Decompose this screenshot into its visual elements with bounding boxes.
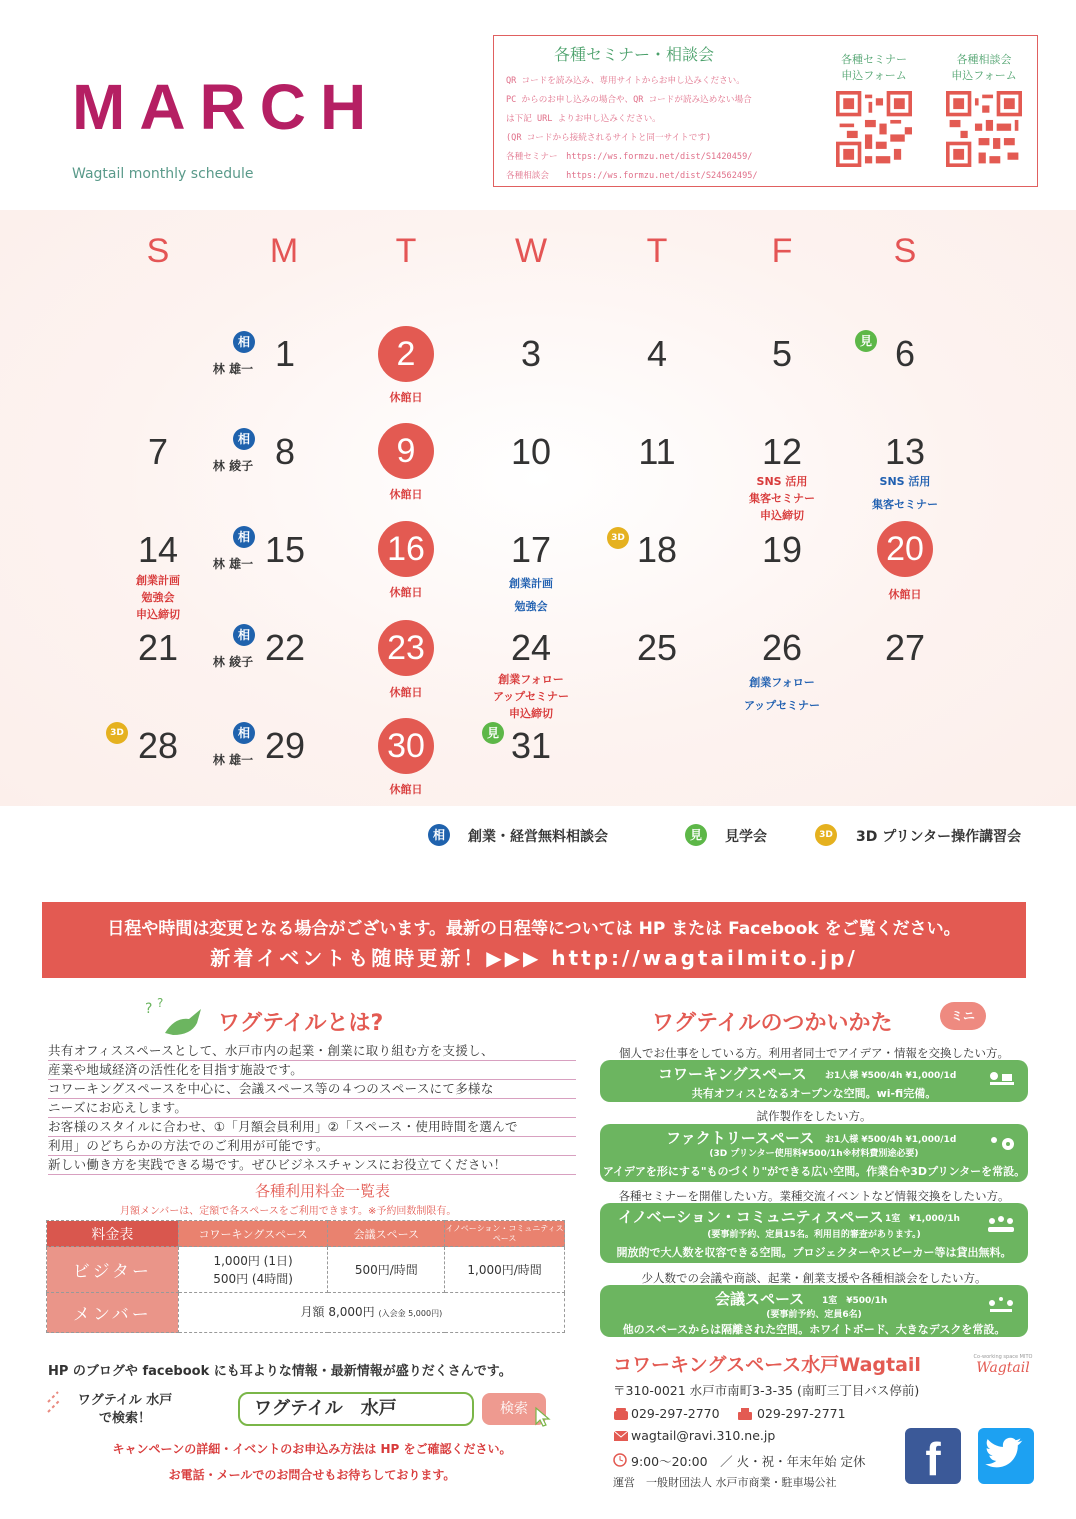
usage-price: 1室 ¥1,000/1h	[885, 1214, 960, 1224]
usage-desc: アイデアを形にする"ものづくり"ができる広い空間。作業台や3Dプリンターを常設。	[602, 1165, 1026, 1178]
operator: 運営 一般財団法人 水戸市商業・駐車場公社	[613, 1476, 837, 1489]
weekday-mon: M	[269, 232, 299, 270]
closed-label: 休館日	[888, 588, 922, 601]
legend-tour: 見学会	[725, 829, 767, 845]
contact-note: お電話・メールでのお問合せもお待ちしております。	[168, 1468, 456, 1482]
calendar-day[interactable]: 8	[274, 431, 296, 472]
calendar-day[interactable]: 22	[264, 627, 306, 668]
people-icon	[986, 1213, 1016, 1235]
bird-icon	[145, 995, 205, 1039]
usage-name: イノベーション・コミュニティスペース	[618, 1208, 884, 1226]
calendar-day[interactable]: 29	[264, 725, 306, 766]
weekday-fri: F	[771, 232, 793, 270]
about-title: ワグテイルとは?	[218, 1011, 384, 1036]
seminar-text: PC からのお申し込みの場合や、QR コードが読み込めない場合	[506, 95, 752, 105]
calendar-day[interactable]: 14	[137, 529, 179, 570]
pricing-title: 各種利用料金一覧表	[255, 1182, 391, 1200]
event-sns-seminar-deadline: SNS 活用 集客セミナー 申込締切	[749, 475, 815, 522]
search-button[interactable]: 検索	[482, 1393, 546, 1425]
twitter-icon[interactable]	[978, 1428, 1034, 1484]
consultant-name: 林 雄一	[212, 753, 254, 767]
facebook-icon[interactable]: f	[905, 1428, 961, 1484]
wagtail-logo: Co-working space MITO Wagtail	[973, 1354, 1033, 1376]
pricing-row-member: メンバー	[47, 1293, 179, 1333]
pricing-header: 会議スペース	[328, 1221, 445, 1247]
consultation-badge-icon: 相	[233, 722, 255, 744]
3d-printer-badge-icon: 3D	[815, 824, 837, 846]
weekday-sun: S	[146, 232, 170, 270]
usage-sub: (3D プリンター使用料¥500/1h※材料費別途必要)	[709, 1149, 919, 1159]
seminar-box	[493, 35, 1038, 187]
svg-text:?: ?	[145, 1001, 153, 1017]
calendar-day[interactable]: 15	[264, 529, 306, 570]
calendar-day[interactable]: 25	[636, 627, 678, 668]
seminar-text: (QR コードから接続されるサイトと同一サイトです)	[506, 133, 712, 143]
calendar-day[interactable]: 3	[520, 333, 542, 374]
usage-factory	[600, 1124, 1028, 1182]
weekday-sat: S	[893, 232, 917, 270]
banner-notice: 日程や時間は変更となる場合がございます。最新の日程等については HP または Facebook をご覧ください。	[107, 919, 961, 939]
phone-number[interactable]: 029-297-2770	[631, 1406, 720, 1421]
usage-meeting	[600, 1285, 1028, 1337]
seminar-text: は下記 URL よりお申し込みください。	[506, 114, 661, 124]
pricing-cell: 1,000円/時間	[445, 1247, 565, 1293]
pricing-header: 料金表	[47, 1221, 179, 1247]
pricing-cell: 1,000円 (1日) 500円 (4時間)	[178, 1247, 328, 1293]
month-title: MARCH	[72, 71, 381, 143]
about-text: 利用」のどちらかの方法でのご利用が可能です。	[48, 1137, 576, 1156]
usage-intro: 少人数での会議や商談、起業・創業支援や各種相談会をしたい方。	[641, 1271, 987, 1285]
calendar-day-closed[interactable]: 9	[378, 423, 434, 479]
calendar-day-closed[interactable]: 23	[378, 620, 434, 676]
calendar-day[interactable]: 13	[884, 431, 926, 472]
about-text: 新しい働き方を実践できる場です。ぜひビジネスチャンスにお役立てください！	[48, 1156, 576, 1175]
usage-title: ワグテイルのつかいかた	[652, 1011, 893, 1036]
usage-intro: 各種セミナーを開催したい方。業種交流イベントなど情報交換をしたい方。	[618, 1189, 1010, 1203]
about-text: ニーズにお応えします。	[48, 1099, 576, 1118]
usage-sub: (要事前予約、定員15名。利用目的審査があります。)	[707, 1230, 921, 1240]
calendar-day[interactable]: 18	[636, 529, 678, 570]
consultant-name: 林 綾子	[212, 655, 254, 669]
usage-price: お1人様 ¥500/4h ¥1,000/1d	[825, 1071, 957, 1081]
campaign-note: キャンペーンの詳細・イベントのお申込み方法は HP をご確認ください。	[112, 1442, 512, 1456]
consultant-name: 林 雄一	[212, 362, 254, 376]
address: 〒310-0021 水戸市南町3-3-35 (南町三丁目バス停前)	[613, 1383, 920, 1398]
calendar-day[interactable]: 11	[638, 431, 676, 472]
fax-icon	[737, 1407, 753, 1421]
usage-desc: 開放的で大人数を収容できる空間。プロジェクターやスピーカー等は貸出無料。	[616, 1246, 1012, 1259]
qr-seminar-label: 各種セミナー 申込フォーム	[841, 53, 907, 82]
about-text: お客様のスタイルに合わせ、①「月額会員利用」②「スペース・使用時間を選んで	[48, 1118, 576, 1137]
notice-banner	[42, 902, 1026, 978]
consult-url[interactable]: 各種相談会 https://ws.formzu.net/dist/S24562495/	[506, 171, 758, 181]
calendar-day-closed[interactable]: 16	[378, 521, 434, 577]
pricing-subtitle: 月額メンバーは、定額で各スペースをご利用できます。※予約回数制限有。	[120, 1206, 457, 1217]
calendar-day[interactable]: 5	[771, 333, 793, 374]
pricing-table	[46, 1220, 565, 1333]
email-address[interactable]: wagtail@ravi.310.ne.jp	[631, 1428, 776, 1443]
calendar-day[interactable]: 28	[137, 725, 179, 766]
consultant-name: 林 雄一	[212, 557, 254, 571]
qr-consult-label: 各種相談会 申込フォーム	[951, 53, 1017, 82]
calendar-day[interactable]: 21	[137, 627, 179, 668]
search-label: ワグテイル 水戸 で検索！	[77, 1393, 173, 1426]
consultation-badge-icon: 相	[233, 331, 255, 353]
event-sns-seminar: SNS 活用 集客セミナー	[872, 475, 938, 511]
desk-icon	[986, 1070, 1016, 1092]
arrow-icon	[44, 1386, 66, 1416]
3d-printer-badge-icon: 3D	[106, 722, 128, 744]
search-input[interactable]: ワグテイル 水戸	[238, 1392, 474, 1426]
page-subtitle: Wagtail monthly schedule	[72, 166, 254, 182]
phone-icon	[613, 1407, 629, 1421]
meeting-icon	[986, 1295, 1016, 1317]
usage-name: ファクトリースペース	[666, 1129, 815, 1147]
consultant-name: 林 綾子	[212, 459, 254, 473]
about-text: コワーキングスペースを中心に、会議スペース等の４つのスペースにて多様な	[48, 1080, 576, 1099]
calendar-day[interactable]: 6	[894, 333, 916, 374]
weekday-wed: W	[514, 232, 548, 270]
event-business-plan: 創業計画 勉強会	[509, 577, 553, 613]
usage-name: 会議スペース	[715, 1290, 805, 1308]
mini-badge: ミニ	[940, 1002, 986, 1030]
usage-price: 1室 ¥500/1h	[822, 1296, 888, 1306]
pricing-cell: 500円/時間	[328, 1247, 445, 1293]
consultation-badge-icon: 相	[233, 526, 255, 548]
pricing-header: イノベーション・コミュニティスペース	[445, 1221, 565, 1247]
banner-website-link[interactable]: 新着イベントも随時更新！▶▶▶ http://wagtailmito.jp/	[210, 946, 858, 970]
closed-label: 休館日	[389, 391, 423, 404]
legend-3d-printer: 3D プリンター操作講習会	[856, 829, 1022, 845]
event-followup-seminar-deadline: 創業フォロー アップセミナー 申込締切	[492, 673, 570, 720]
tour-badge-icon: 見	[855, 330, 877, 352]
calendar-day[interactable]: 10	[510, 431, 552, 472]
tour-badge-icon: 見	[685, 824, 707, 846]
pricing-header: コワーキングスペース	[178, 1221, 328, 1247]
pricing-cell-member: 月額 8,000円 (入会金 5,000円)	[178, 1293, 564, 1333]
calendar-day[interactable]: 26	[761, 627, 803, 668]
usage-intro: 個人でお仕事をしている方。利用者同士でアイデア・情報を交換したい方。	[619, 1046, 1009, 1060]
weekday-thu: T	[646, 232, 668, 270]
seminar-title: 各種セミナー・相談会	[554, 45, 715, 64]
consultation-badge-icon: 相	[233, 428, 255, 450]
closed-label: 休館日	[389, 783, 423, 796]
calendar-day[interactable]: 7	[147, 431, 169, 472]
weekday-tue: T	[395, 232, 417, 270]
calendar-day[interactable]: 12	[761, 431, 803, 472]
consultation-badge-icon: 相	[428, 824, 450, 846]
closed-label: 休館日	[389, 586, 423, 599]
legend-consultation: 創業・経営無料相談会	[468, 829, 608, 845]
usage-price: お1人様 ¥500/4h ¥1,000/1d	[825, 1135, 957, 1145]
calendar-day-closed[interactable]: 2	[378, 326, 434, 382]
cursor-icon	[534, 1406, 552, 1428]
calendar-day[interactable]: 31	[510, 725, 552, 766]
qr-code-seminar[interactable]	[835, 91, 913, 167]
calendar-day[interactable]: 27	[884, 627, 926, 668]
mail-icon	[613, 1430, 629, 1442]
usage-coworking	[600, 1060, 1028, 1102]
pricing-row-visitor: ビジター	[47, 1247, 179, 1293]
usage-desc: 他のスペースからは隔離された空間。ホワイトボード、大きなデスクを常設。	[622, 1323, 1006, 1336]
usage-innovation	[600, 1203, 1028, 1263]
seminar-text: QR コードを読み込み、専用サイトからお申し込みください。	[506, 76, 745, 86]
tour-badge-icon: 見	[482, 722, 504, 744]
3d-printer-badge-icon: 3D	[607, 527, 629, 549]
consultation-badge-icon: 相	[233, 624, 255, 646]
closed-label: 休館日	[389, 686, 423, 699]
blog-note: HP のブログや facebook にも耳よりな情報・最新情報が盛りだくさんです。	[48, 1364, 512, 1379]
calendar-day[interactable]: 24	[510, 627, 552, 668]
gear-icon	[986, 1134, 1016, 1156]
facility-name: コワーキングスペース水戸Wagtail	[613, 1354, 921, 1376]
usage-intro: 試作製作をしたい方。	[756, 1109, 872, 1123]
calendar-day[interactable]: 4	[646, 333, 668, 374]
clock-icon	[613, 1453, 627, 1467]
opening-hours: 9:00～20:00 ／ 火・祝・年末年始 定休	[631, 1454, 866, 1469]
calendar-day[interactable]: 17	[510, 529, 552, 570]
usage-desc: 共有オフィスとなるオープンな空間。wi-fi完備。	[691, 1087, 937, 1100]
calendar-day[interactable]: 19	[761, 529, 803, 570]
closed-label: 休館日	[389, 488, 423, 501]
event-followup-seminar: 創業フォロー アップセミナー	[743, 676, 821, 712]
event-business-plan-deadline: 創業計画 勉強会 申込締切	[136, 574, 180, 621]
calendar-day[interactable]: 1	[274, 333, 296, 374]
seminar-url[interactable]: 各種セミナー https://ws.formzu.net/dist/S1420459/	[506, 152, 753, 162]
svg-text:?: ?	[157, 996, 164, 1010]
about-text: 産業や地域経済の活性化を目指す施設です。	[48, 1061, 576, 1080]
usage-name: コワーキングスペース	[658, 1065, 807, 1083]
usage-sub: (要事前予約、定員6名)	[766, 1310, 862, 1320]
fax-number: 029-297-2771	[757, 1406, 846, 1421]
calendar-day-closed[interactable]: 20	[877, 521, 933, 577]
qr-code-consult[interactable]	[945, 91, 1023, 167]
about-text: 共有オフィススペースとして、水戸市内の起業・創業に取り組む方を支援し、	[48, 1042, 576, 1061]
calendar-day-closed[interactable]: 30	[378, 718, 434, 774]
